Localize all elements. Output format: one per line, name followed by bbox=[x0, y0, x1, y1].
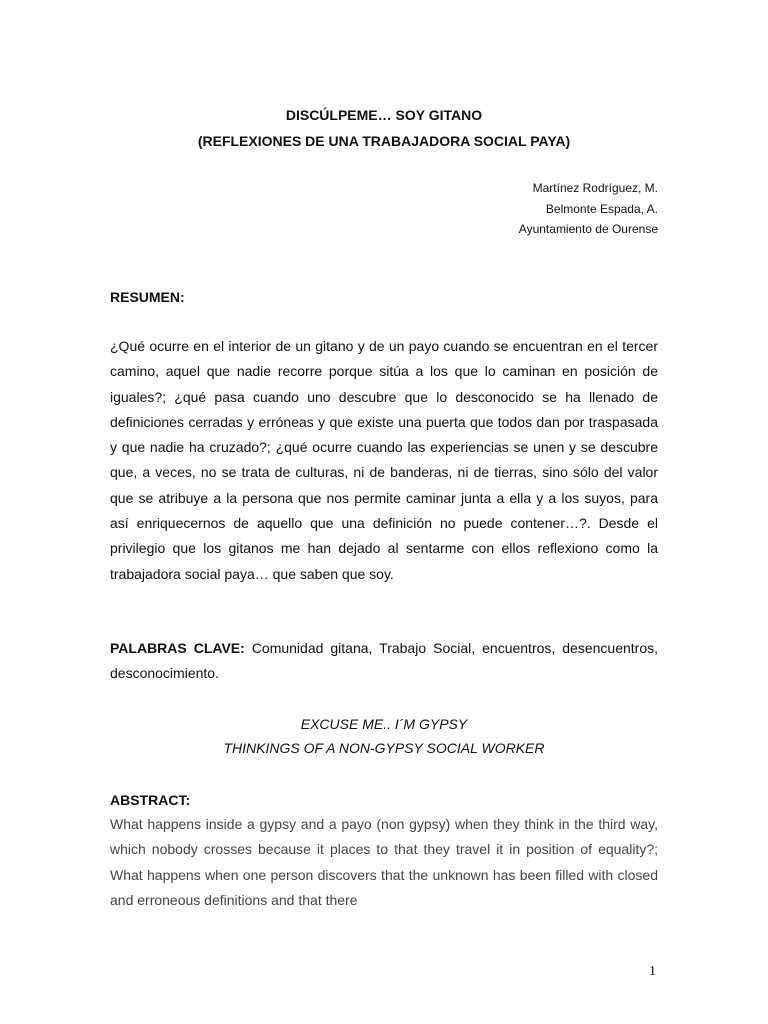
title-block bbox=[0, 102, 768, 154]
keywords-label: PALABRAS CLAVE: bbox=[110, 640, 245, 656]
resumen-paragraph: ¿Qué ocurre en el interior de un gitano y de un payo cuando se encuentran en el tercer camino, aquel que nadie recorre porque sitúa a los que lo caminan en posición de iguales?; ¿qué pasa cuando uno descubre que lo desconocido se ha llenado de definiciones cerradas y erróneas y que existe una puerta que todos dan por traspasada y que nadie ha cruzado?; ¿qué ocurre cuando las experiencias se unen y se descubre que, a veces, no se trata de culturas, ni de banderas, ni de tierras, sino sólo del valor que se atribuye a la persona que nos permite caminar junta a ella y a los suyos, para así enriquecernos de aquello que una definición no puede contener…?. Desde el privilegio que los gitanos me han dejado al sentarme con ellos reflexiono como la trabajadora social paya… que saben que soy. bbox=[110, 338, 658, 582]
english-subtitle: THINKINGS OF A NON-GYPSY SOCIAL WORKER bbox=[223, 740, 545, 756]
keywords-paragraph bbox=[110, 636, 658, 687]
subtitle: (REFLEXIONES DE UNA TRABAJADORA SOCIAL PAYA) bbox=[197, 133, 571, 149]
author-1: Martínez Rodríguez, M. bbox=[532, 181, 658, 195]
affiliation: Ayuntamiento de Ourense bbox=[518, 222, 658, 236]
english-title-block bbox=[0, 712, 768, 760]
abstract-paragraph: What happens inside a gypsy and a payo (non gypsy) when they think in the third way, which nobody crosses because it places to that they travel it in position of equality?; What happens when one person discovers that the unknown has been filled with closed and erroneous definitions and that there bbox=[110, 816, 658, 908]
authors-block bbox=[519, 178, 658, 240]
abstract-heading: ABSTRACT: bbox=[110, 792, 191, 808]
english-title: EXCUSE ME.. I´M GYPSY bbox=[300, 716, 468, 732]
page-number: 1 bbox=[649, 964, 656, 979]
author-2: Belmonte Espada, A. bbox=[545, 201, 658, 216]
main-title: DISCÚLPEME… SOY GITANO bbox=[285, 107, 483, 123]
keywords-text: Comunidad gitana, Trabajo Social, encuentros, desencuentros, desconocimiento. bbox=[110, 640, 659, 682]
resumen-heading: RESUMEN: bbox=[110, 289, 185, 305]
